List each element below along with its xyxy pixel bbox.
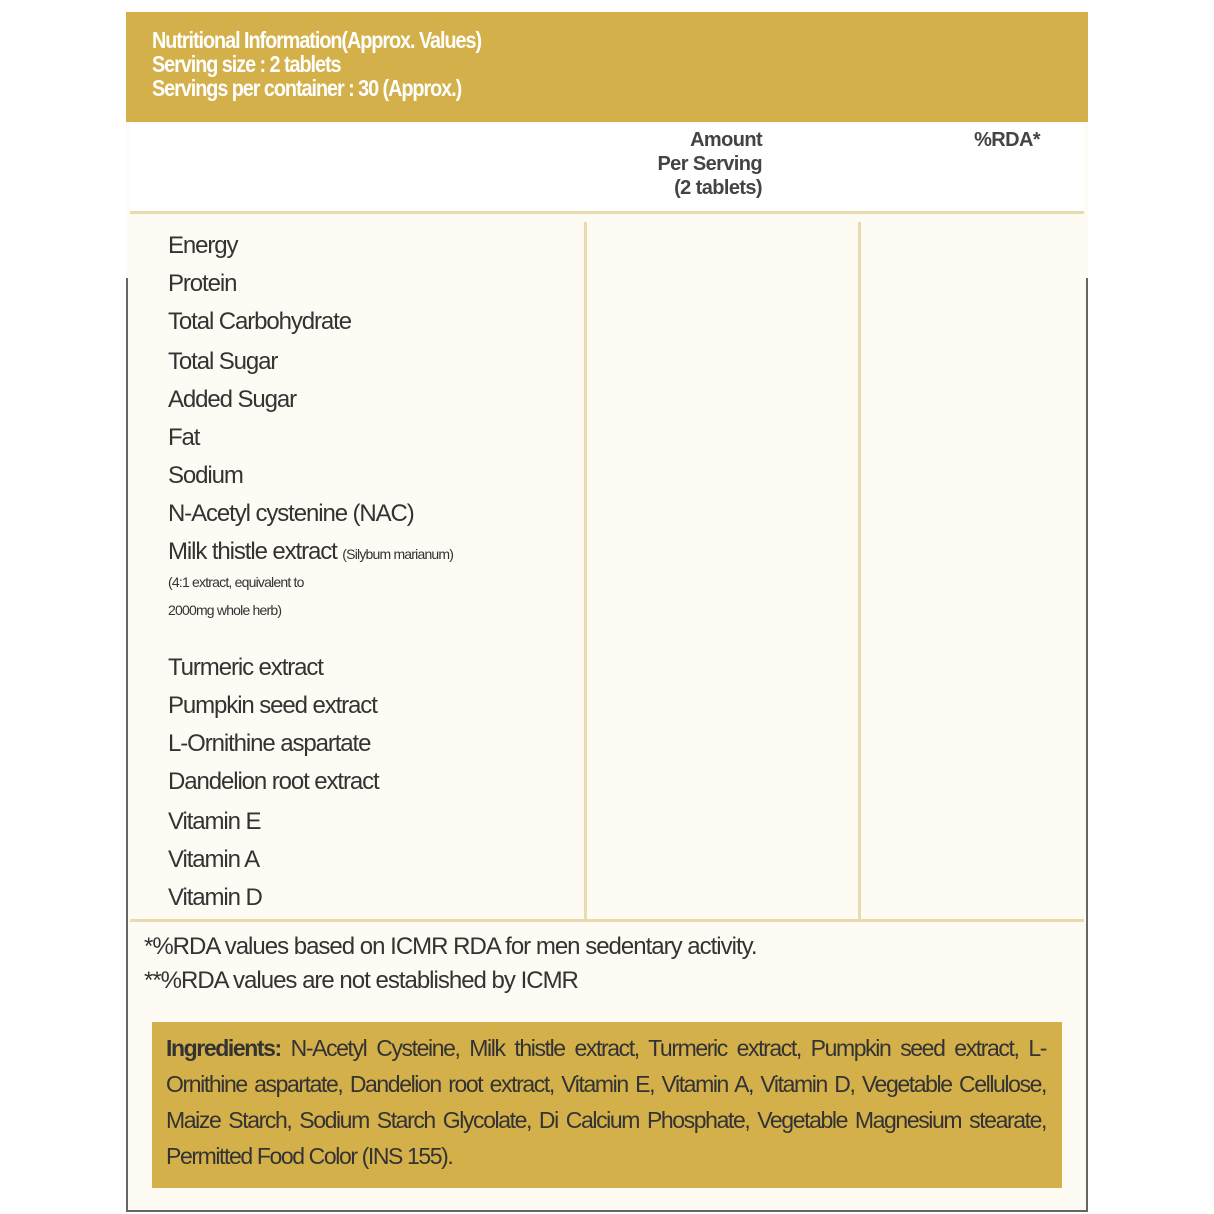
nutrient-note: (4:1 extract, equivalent to [168, 574, 304, 590]
nutrient-name: N-Acetyl cystenine (NAC) [168, 500, 414, 527]
footnote-rda-not-established: **%RDA values are not established by ICMR [144, 967, 578, 994]
amount-column-header [657, 128, 762, 200]
nutrient-name: Sodium [168, 462, 243, 489]
ingredients-text [166, 1030, 1046, 1174]
label-border-bottom [126, 1210, 1088, 1212]
label-border-right [1086, 278, 1088, 1212]
amount-header-line2: Per Serving [657, 153, 762, 175]
nutrient-name-main: Milk thistle extract [168, 538, 337, 565]
nutrient-name: Added Sugar [168, 386, 297, 413]
label-title: Nutritional Information(Approx. Values) [152, 27, 482, 53]
nutrient-note: 2000mg whole herb) [168, 602, 282, 618]
column-header-area [130, 124, 1084, 212]
nutrient-name: Vitamin D [168, 884, 262, 911]
rda-column-header: %RDA* [974, 129, 1040, 151]
nutrient-name: Fat [168, 424, 200, 451]
ingredients-label: Ingredients: [166, 1035, 281, 1061]
nutrient-name: Pumpkin seed extract [168, 692, 377, 719]
label-header [126, 12, 1088, 122]
amount-header-line1: Amount [690, 129, 762, 151]
nutrient-name: Total Carbohydrate [168, 308, 351, 335]
servings-per-container: Servings per container : 30 (Approx.) [152, 75, 462, 101]
nutrient-name: Total Sugar [168, 348, 278, 375]
nutrient-name: Vitamin E [168, 808, 261, 835]
nutrient-name: Energy [168, 232, 238, 259]
ingredients-box [152, 1022, 1062, 1188]
label-border-left [126, 278, 128, 1212]
footnote-rda-basis: *%RDA values based on ICMR RDA for men sedentary activity. [144, 933, 757, 960]
amount-header-line3: (2 tablets) [674, 177, 762, 199]
header-divider [130, 211, 1084, 214]
nutrient-name: Turmeric extract [168, 654, 323, 681]
nutrient-name [168, 538, 453, 568]
nutrient-name: Protein [168, 270, 237, 297]
nutrient-name-botanical: (Silybum marianum) [342, 546, 454, 562]
ingredients-list: N-Acetyl Cysteine, Milk thistle extract, Turmeric extract, Pumpkin seed extract, L-Ornithine aspartate, Dandelion root extract, Vitamin E, Vitamin A, Vitamin D, Vegetable Cellulose, Maize Starch, Sodium Starch Glycolate, Di Calcium Phosphate, Vegetable Magnesium stearate, Permitted Food Color (INS 155). [166, 1035, 1046, 1169]
column-divider-1 [584, 222, 587, 920]
table-bottom-divider [130, 919, 1084, 922]
serving-size: Serving size : 2 tablets [152, 51, 341, 77]
nutrient-name: Vitamin A [168, 846, 260, 873]
nutrient-name: L-Ornithine aspartate [168, 730, 371, 757]
nutrient-name: Dandelion root extract [168, 768, 379, 795]
column-divider-2 [858, 222, 861, 920]
